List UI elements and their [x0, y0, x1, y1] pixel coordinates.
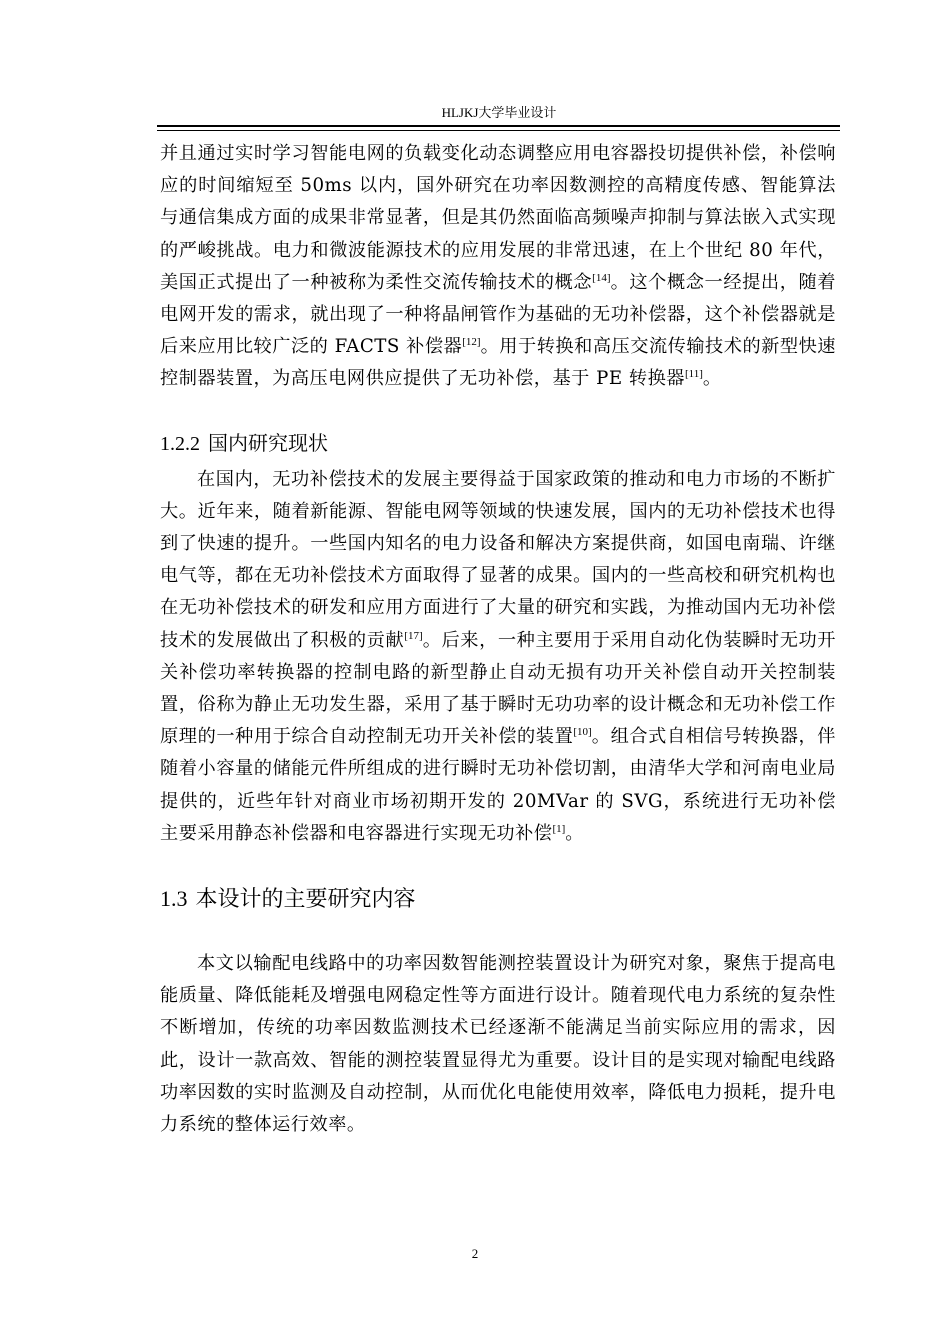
citation-12[interactable]: [12] [462, 336, 481, 349]
header-rule-thick [157, 125, 840, 127]
intro-text-4: 。 [702, 368, 722, 390]
domestic-text-3: 。组合式自相信号转换器，伴随着小容量的储能元件所组成的进行瞬时无功补偿切割，由清华大学和河南电业局提供的，近些年针对商业市场初期开发的 20MVar 的 SVG，系统进行无功补偿主要采用静态补偿器和电容器进行实现无功补偿 [160, 726, 836, 844]
citation-11[interactable]: [11] [684, 368, 703, 381]
domestic-text-1: 在国内，无功补偿技术的发展主要得益于国家政策的推动和电力市场的不断扩大。近年来，随着新能源、智能电网等领域的快速发展，国内的无功补偿技术也得到了快速的提升。一些国内知名的电力设备和解决方案提供商，如国电南瑞、许继电气等，都在无功补偿技术方面取得了显著的成果。国内的一些高校和研究机构也在无功补偿技术的研发和应用方面进行了大量的研究和实践，为推动国内无功补偿技术的发展做出了积极的贡献 [160, 468, 836, 651]
intro-text-1: 并且通过实时学习智能电网的负载变化动态调整应用电容器投切提供补偿，补偿响应的时间缩短至 50ms 以内，国外研究在功率因数测控的高精度传感、智能算法与通信集成方面的成果非常显著，但是其仍然面临高频噪声抑制与算法嵌入式实现的严峻挑战。电力和微波能源技术的应用发展的非常迅速，在上个世纪 80 年代，美国正式提出了一种被称为柔性交流传输技术的概念 [160, 143, 836, 293]
section-1-2-2-number: 1.2.2 [160, 432, 200, 455]
citation-17[interactable]: [17] [404, 629, 423, 642]
intro-text-3: 。用于转换和高压交流传输技术的新型快速控制器装置，为高压电网供应提供了无功补偿，基于 PE 转换器 [160, 336, 836, 390]
domestic-text-4: 。 [565, 822, 584, 844]
intro-text-2: 。这个概念一经提出，随着电网开发的需求，就出现了一种将晶闸管作为基础的无功补偿器，这个补偿器就是后来应用比较广泛的 FACTS 补偿器 [160, 271, 836, 358]
section-1-3-number: 1.3 [160, 886, 188, 912]
citation-10[interactable]: [10] [573, 726, 592, 739]
intro-paragraph [160, 138, 836, 396]
section-1-3-heading [160, 883, 836, 916]
page-content [160, 138, 836, 1141]
section-1-3-paragraph: 本文以输配电线路中的功率因数智能测控装置设计为研究对象，聚焦于提高电能质量、降低能耗及增强电网稳定性等方面进行设计。随着现代电力系统的复杂性不断增加，传统的功率因数监测技术已经逐渐不能满足当前实际应用的需求，因此，设计一款高效、智能的测控装置显得尤为重要。设计目的是实现对输配电线路功率因数的实时监测及自动控制，从而优化电能使用效率，降低电力损耗，提升电力系统的整体运行效率。 [160, 953, 836, 1136]
section-1-2-2-title: 国内研究现状 [208, 430, 328, 455]
section-1-2-2-paragraph [160, 464, 836, 850]
domestic-text-2: 。后来，一种主要用于采用自动化伪装瞬时无功开关补偿功率转换器的控制电路的新型静止自动无损有功开关补偿自动开关控制装置，俗称为静止无功发生器，采用了基于瞬时无功功率的设计概念和无功补偿工作原理的一种用于综合自动控制无功开关补偿的装置 [160, 629, 836, 748]
header-rule-thin [157, 130, 840, 131]
page-number: 2 [471, 1246, 479, 1261]
section-1-2-2-heading [160, 427, 836, 460]
citation-14[interactable]: [14] [592, 271, 611, 284]
citation-1[interactable]: [1] [552, 822, 566, 835]
section-1-3-title: 本设计的主要研究内容 [195, 887, 416, 913]
page-header-title: HLJKJ大学毕业设计 [441, 105, 557, 120]
